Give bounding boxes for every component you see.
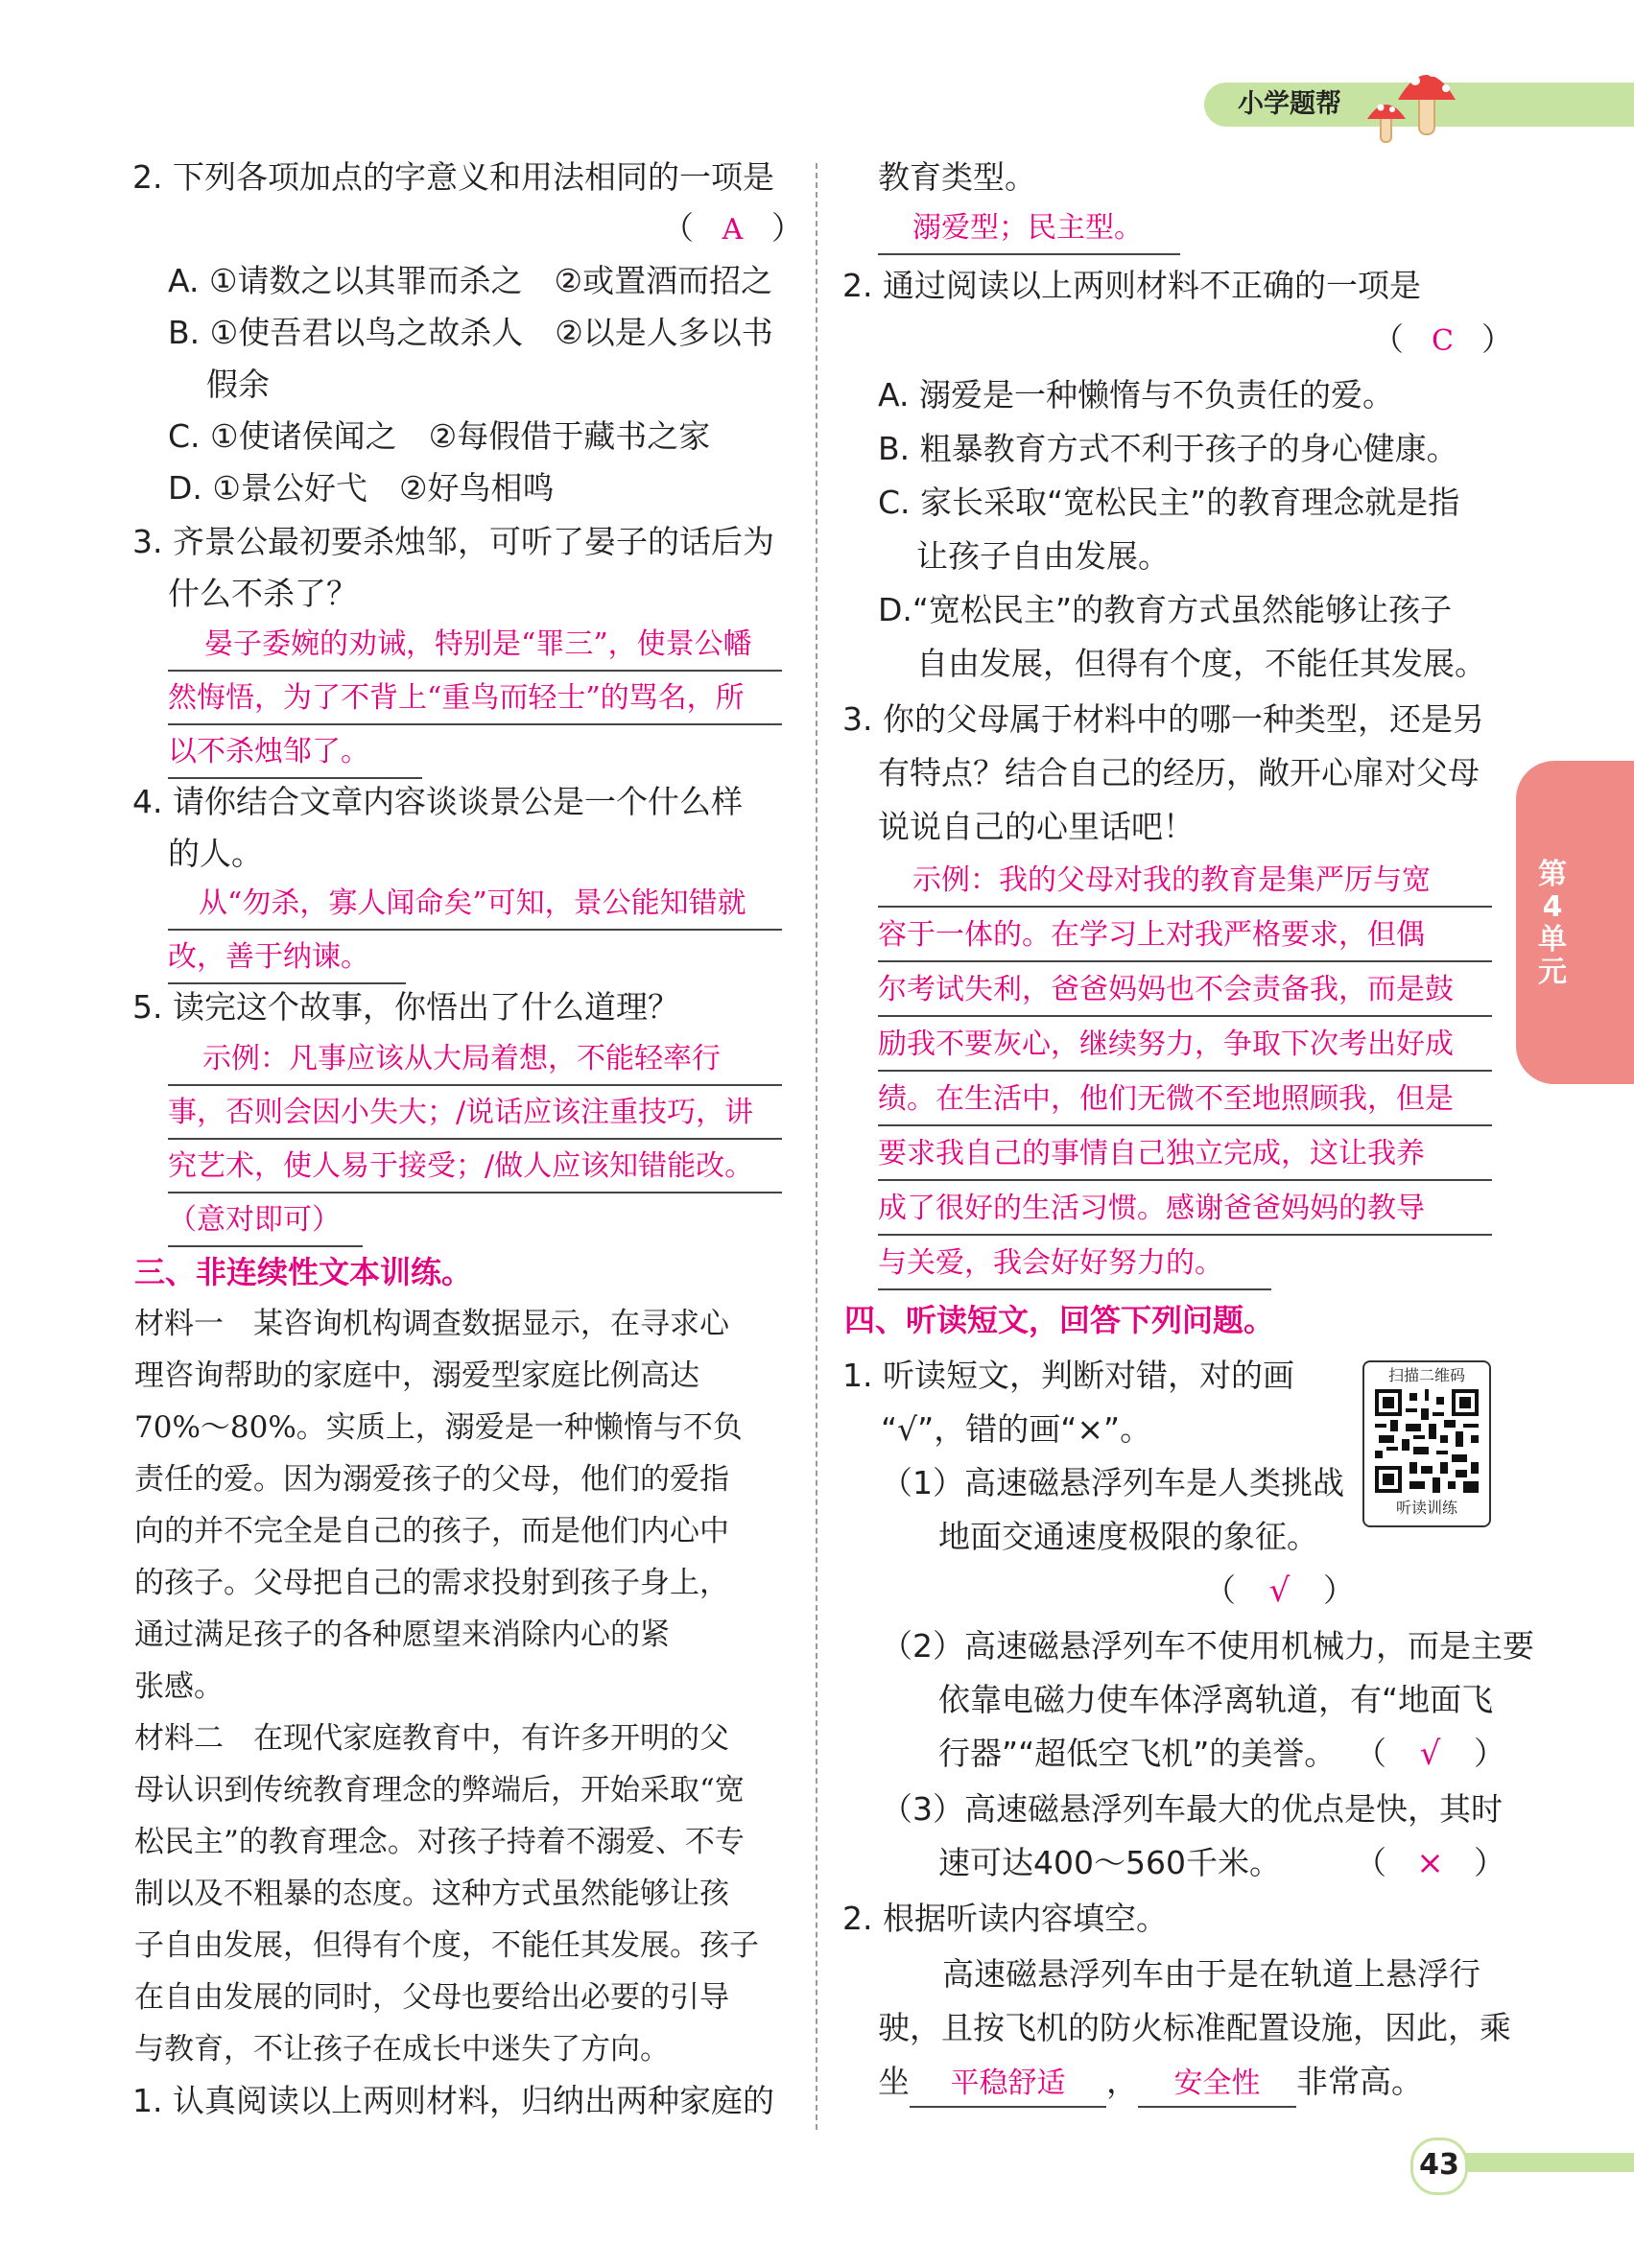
unit-tab-label xyxy=(1527,859,1577,989)
material-1-line: 责任的爱。因为溺爱孩子的父母，他们的爱指 xyxy=(134,1462,729,1497)
q3-stem: 3. 齐景公最初要杀烛邹，可听了晏子的话后为 xyxy=(132,523,774,560)
l1-item-2: （2）高速磁悬浮列车不使用机械力，而是主要 xyxy=(881,1627,1534,1665)
s2-option-b: B. 粗暴教育方式不利于孩子的身心健康。 xyxy=(878,430,1458,467)
q2-option-d: D. ①景公好弋 ②好鸟相鸣 xyxy=(168,469,555,507)
s3-answer-line: 励我不要灰心，继续努力，争取下次考出好成 xyxy=(878,1020,1492,1072)
q2-option-b: B. ①使吾君以鸟之故杀人 ②以是人多以书 xyxy=(168,314,773,351)
q4-answer-line: 改，善于纳谏。 xyxy=(168,933,406,984)
material-2-line: 子自由发展，但得有个度，不能任其发展。孩子 xyxy=(134,1928,759,1963)
unit-tab xyxy=(1516,761,1634,1084)
q3-answer-line: 然悔悟，为了不背上“重鸟而轻士”的骂名，所 xyxy=(168,673,782,725)
s3-stem: 3. 你的父母属于材料中的哪一种类型，还是另 xyxy=(842,700,1484,738)
material-1-line: 张感。 xyxy=(134,1669,224,1704)
section-4-heading: 四、听读短文，回答下列问题。 xyxy=(844,1302,1275,1338)
l1-item-3-paren: （ × ） xyxy=(1355,1836,1505,1890)
unit-tab-char: 元 xyxy=(1538,956,1567,989)
q5-answer-line: （意对即可） xyxy=(168,1195,363,1247)
q2-option-c: C. ①使诸侯闻之 ②每假借于藏书之家 xyxy=(168,417,711,455)
l2-blank-2: 安全性 xyxy=(1138,2062,1296,2108)
material-2-line: 松民主”的教育理念。对孩子持着不溺爱、不专 xyxy=(134,1825,745,1859)
material-1-line: 的孩子。父母把自己的需求投射到孩子身上， xyxy=(134,1566,729,1600)
material-2-line: 在自由发展的同时，父母也要给出必要的引导 xyxy=(134,1980,729,2015)
s3-answer-line: 尔考试失利，爸爸妈妈也不会责备我，而是鼓 xyxy=(878,965,1492,1017)
unit-tab-char: 第 xyxy=(1538,858,1567,891)
q2-option-b-cont: 假余 xyxy=(206,366,270,403)
l1-item-1-cont: 地面交通速度极限的象征。 xyxy=(938,1518,1318,1555)
l2-fill-line xyxy=(878,2055,1423,2109)
q4-stem: 4. 请你结合文章内容谈谈景公是一个什么样 xyxy=(132,783,743,820)
s2-stem: 2. 通过阅读以上两则材料不正确的一项是 xyxy=(842,267,1421,304)
qr-caption-top: 扫描二维码 xyxy=(1387,1366,1465,1384)
s1-stem-cont: 教育类型。 xyxy=(878,158,1036,196)
header-brand: 小学题帮 xyxy=(1238,89,1341,119)
q2-option-a: A. ①请数之以其罪而杀之 ②或置酒而招之 xyxy=(168,262,773,299)
l2-fill-prefix: 坐 xyxy=(878,2063,910,2100)
s3-answer-line: 绩。在生活中，他们无微不至地照顾我，但是 xyxy=(878,1075,1492,1126)
l2-blank-1: 平稳舒适 xyxy=(910,2062,1106,2108)
unit-tab-char: 单 xyxy=(1538,923,1567,957)
s2-option-c: C. 家长采取“宽松民主”的教育理念就是指 xyxy=(878,484,1460,521)
l1-stem-cont: “√”，错的画“×”。 xyxy=(881,1410,1152,1448)
qr-code-card[interactable] xyxy=(1362,1360,1491,1527)
l1-item-3-answer: × xyxy=(1416,1844,1444,1882)
s2-option-c-cont: 让孩子自由发展。 xyxy=(916,537,1170,575)
material-1-line: 材料一 某咨询机构调查数据显示，在寻求心 xyxy=(134,1307,729,1341)
l1-item-2-paren: （ √ ） xyxy=(1355,1727,1505,1781)
q2-stem: 2. 下列各项加点的字意义和用法相同的一项是 xyxy=(132,158,774,196)
q3-answer-line: 晏子委婉的劝诫，特别是“罪三”，使景公幡 xyxy=(168,620,782,672)
s3-answer-line: 要求我自己的事情自己独立完成，这让我养 xyxy=(878,1129,1492,1181)
q5-answer-line: 事，否则会因小失大；/说话应该注重技巧，讲 xyxy=(168,1088,782,1140)
l1-item-2-cont: 行器”“超低空飞机”的美誉。 xyxy=(938,1735,1337,1772)
l2-fill-comma: ， xyxy=(1106,2063,1138,2100)
s2-option-d: D.“宽松民主”的教育方式虽然能够让孩子 xyxy=(878,591,1453,628)
mushroom-icon xyxy=(1358,56,1463,148)
material-1-line: 70%～80%。实质上，溺爱是一种懒惰与不负 xyxy=(134,1410,743,1445)
q5-stem: 5. 读完这个故事，你悟出了什么道理？ xyxy=(132,988,679,1026)
l2-paragraph-line: 高速磁悬浮列车由于是在轨道上悬浮行 xyxy=(942,1955,1480,1993)
l1-item-2-cont: 依靠电磁力使车体浮离轨道，有“地面飞 xyxy=(938,1681,1494,1718)
s3-stem-cont: 有特点？结合自己的经历，敞开心扉对父母 xyxy=(878,754,1480,791)
material-1-line: 理咨询帮助的家庭中，溺爱型家庭比例高达 xyxy=(134,1358,699,1393)
q5-answer-line: 究艺术，使人易于接受；/做人应该知错能改。 xyxy=(168,1142,782,1193)
s3-answer-line: 与关爱，我会好好努力的。 xyxy=(878,1239,1271,1290)
q2-answer-paren: （ A ） xyxy=(662,201,803,257)
material-1-line: 通过满足孩子的各种愿望来消除内心的紧 xyxy=(134,1618,670,1652)
s2-answer: C xyxy=(1432,324,1454,358)
l2-paragraph-line: 驶，且按飞机的防火标准配置设施，因此，乘 xyxy=(878,2009,1511,2046)
l2-stem: 2. 根据听读内容填空。 xyxy=(842,1900,1168,1937)
q4-answer-line: 从“勿杀，寡人闻命矣”可知，景公能知错就 xyxy=(168,879,782,931)
q2-answer: A xyxy=(722,213,744,247)
l1-item-1-paren: （ √ ） xyxy=(1204,1564,1355,1618)
l1-item-1: （1）高速磁悬浮列车是人类挑战 xyxy=(881,1464,1344,1501)
unit-tab-char: 4 xyxy=(1542,890,1563,924)
page-number-text: 43 xyxy=(1419,2148,1459,2182)
q4-stem-cont: 的人。 xyxy=(168,835,263,872)
material-2-line: 母认识到传统教育理念的弊端后，开始采取“宽 xyxy=(134,1773,745,1807)
s3-answer-line: 容于一体的。在学习上对我严格要求，但偶 xyxy=(878,910,1492,962)
qr-code-icon xyxy=(1375,1389,1479,1493)
s3-answer-line: 成了很好的生活习惯。感谢爸爸妈妈的教导 xyxy=(878,1184,1492,1236)
material-2-line: 制以及不粗暴的态度。这种方式虽然能够让孩 xyxy=(134,1877,729,1911)
q3-stem-cont: 什么不杀了？ xyxy=(168,575,358,612)
column-divider xyxy=(816,163,817,2130)
section-3-heading: 三、非连续性文本训练。 xyxy=(134,1254,473,1290)
material-1-line: 向的并不完全是自己的孩子，而是他们内心中 xyxy=(134,1514,729,1548)
material-2-line: 与教育，不让孩子在成长中迷失了方向。 xyxy=(134,2032,670,2067)
l2-fill-suffix: 非常高。 xyxy=(1296,2063,1423,2100)
l1-item-1-answer: √ xyxy=(1268,1571,1291,1610)
qr-caption-bottom: 听读训练 xyxy=(1395,1499,1457,1517)
s1-stem: 1. 认真阅读以上两则材料，归纳出两种家庭的 xyxy=(132,2082,774,2119)
s3-answer-line: 示例：我的父母对我的教育是集严厉与宽 xyxy=(878,856,1492,908)
l1-item-2-answer: √ xyxy=(1419,1735,1441,1773)
q3-answer-line: 以不杀烛邹了。 xyxy=(168,727,422,779)
material-2-line: 材料二 在现代家庭教育中，有许多开明的父 xyxy=(134,1721,729,1756)
s2-option-a: A. 溺爱是一种懒惰与不负责任的爱。 xyxy=(878,376,1394,413)
s1-answer-line: 溺爱型；民主型。 xyxy=(878,203,1180,255)
q5-answer-line: 示例：凡事应该从大局着想，不能轻率行 xyxy=(168,1034,782,1086)
s3-stem-cont: 说说自己的心里话吧！ xyxy=(878,808,1195,845)
l1-stem: 1. 听读短文，判断对错，对的画 xyxy=(842,1357,1294,1394)
l1-item-3: （3）高速磁悬浮列车最大的优点是快，其时 xyxy=(881,1790,1503,1828)
s2-option-d-cont: 自由发展，但得有个度，不能任其发展。 xyxy=(916,645,1486,682)
s2-answer-paren: （ C ） xyxy=(1372,313,1513,368)
l1-item-3-cont: 速可达400～560千米。 xyxy=(938,1844,1281,1881)
